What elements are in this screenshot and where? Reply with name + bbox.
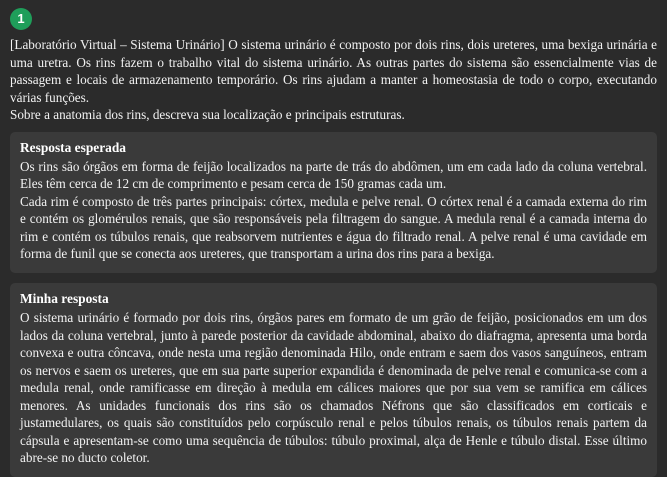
prompt-block — [10, 36, 657, 124]
my-answer-card — [10, 283, 657, 477]
prompt-question: Sobre a anatomia dos rins, descreva sua localização e principais estruturas. — [10, 107, 405, 123]
expected-answer-paragraph: Cada rim é composto de três partes principais: córtex, medula e pelve renal. O córtex renal é a camada externa do rim e contém os glomérulos renais, que são responsáveis pela filtragem do sangue. A medula renal é a camada interna do rim e contém os túbulos renais, que reabsorvem nutrientes e água do filtrado renal. A pelve renal é uma cavidade em forma de funil que se conecta aos ureteres, que transportam a urina dos rins para a bexiga. — [20, 193, 647, 262]
my-answer-body — [20, 309, 647, 467]
my-answer-title: Minha resposta — [20, 291, 109, 307]
expected-answer-title: Resposta esperada — [20, 139, 127, 155]
expected-answer-card — [10, 132, 657, 273]
expected-answer-paragraph: Os rins são órgãos em forma de feijão localizados na parte de trás do abdômen, um em cada lado da coluna vertebral. Eles têm cerca de 12 cm de comprimento e pesam cerca de 150 gramas cada um. — [20, 158, 647, 192]
my-answer-paragraph: O sistema urinário é formado por dois rins, órgãos pares em formato de um grão de feijão, posicionados em um dos lados da coluna vertebral, junto à parede posterior da cavidade abdominal, abaixo do diafragma, apresenta uma borda convexa e outra côncava, onde nesta uma região denominada Hilo, onde entram e saem dos vasos sanguíneos, entram os nervos e saem os ureteres, que em sua parte superior expandida é denominada de pelve renal e comunica-se com a medula renal, onde ramificasse em direção à medula em cálices maiores que por sua vem se ramifica em cálices menores. As unidades funcionais dos rins são os chamados Néfrons que são classificados em corticais e justamedulares, os quais são constituídos pelo corpúsculo renal e pelos túbulos renais, os túbulos renais partem da cápsula e apresentam-se como uma sequência de túbulos: túbulo proximal, alça de Henle e túbulo distal. Esse último abre-se no ducto coletor. — [20, 310, 647, 466]
prompt-context: [Laboratório Virtual – Sistema Urinário] O sistema urinário é composto por dois rins, dois ureteres, uma bexiga urinária e uma uretra. Os rins fazem o trabalho vital do sistema urinário. As outras partes do sistema são essencialmente vias de passagem e locais de armazenamento temporário. Os rins ajudam a manter a homeostasia de todo o corpo, executando várias funções. — [10, 37, 657, 105]
avatar: 1 — [10, 8, 32, 30]
avatar-row — [10, 8, 657, 30]
expected-answer-body — [20, 158, 647, 263]
